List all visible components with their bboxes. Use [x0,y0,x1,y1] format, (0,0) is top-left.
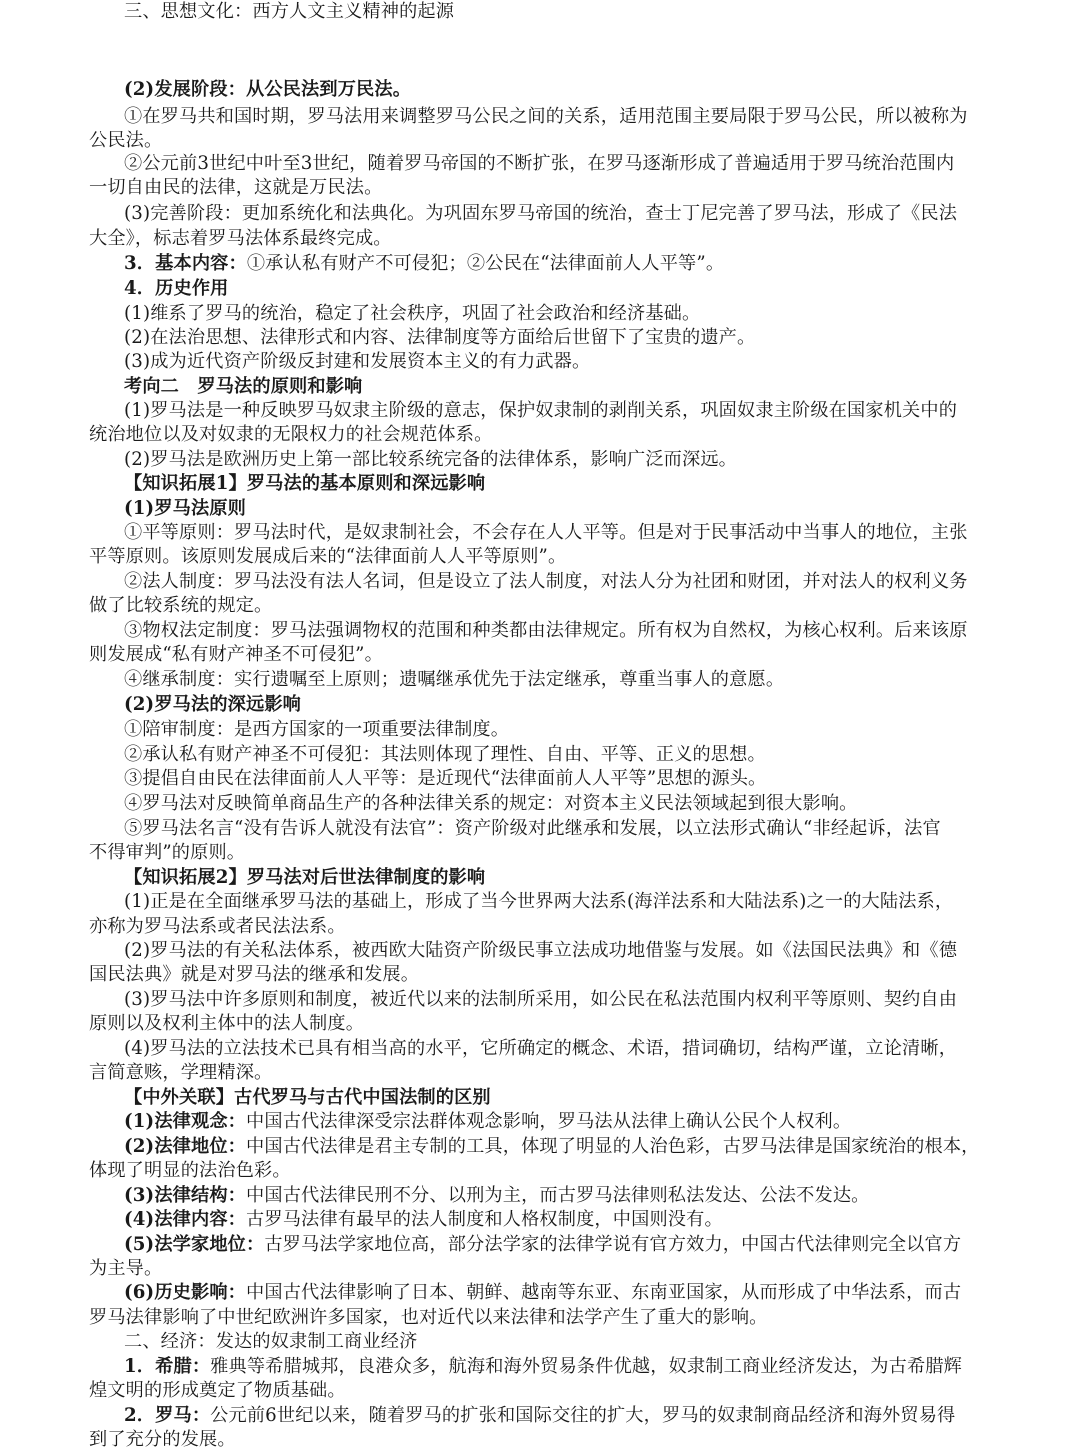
text-line: (2)在法治思想、法律形式和内容、法律制度等方面给后世留下了宝贵的遗产。 [124,327,756,348]
text-line: (3)成为近代资产阶级反封建和发展资本主义的有力武器。 [124,351,591,372]
text-line: 【中外关联】古代罗马与古代中国法制的区别 [124,1087,491,1108]
text-line [124,1184,999,1208]
text-line: (2)发展阶段：从公民法到万民法。 [124,79,412,100]
text-line: ②公元前3世纪中叶至3世纪，随着罗马帝国的不断扩张，在罗马逐渐形成了普遍适用于罗马统治范围内 [124,153,955,174]
text-line [124,1110,999,1134]
text-line [124,1355,999,1379]
line-rest: ①承认私有财产不可侵犯；②公民在“法律面前人人平等”。 [246,253,725,274]
text-line: 原则以及权利主体中的法人制度。 [89,1013,365,1034]
line-lead: (4)法律内容： [124,1209,247,1230]
text-line: (2)罗马法的有关私法体系，被西欧大陆资产阶级民事立法成功地借鉴与发展。如《法国民法典》和《德 [124,940,958,961]
text-line: ①平等原则：罗马法时代，是奴隶制社会，不会存在人人平等。但是对于民事活动中当事人的地位，主张 [124,522,968,543]
text-line [124,1233,999,1257]
text-line: ②承认私有财产神圣不可侵犯：其法则体现了理性、自由、平等、正义的思想。 [124,744,766,765]
text-line: (1)维系了罗马的统治，稳定了社会秩序，巩固了社会政治和经济基础。 [124,303,701,324]
text-line: ③物权法定制度：罗马法强调物权的范围和种类都由法律规定。所有权为自然权，为核心权利。后来该原 [124,620,968,641]
line-rest: 中国古代法律民刑不分、以刑为主，而古罗马法律则私法发达、公法不发达。 [246,1185,870,1206]
line-lead: (5)法学家地位： [124,1234,265,1255]
text-line [124,1404,999,1428]
text-line: 不得审判”的原则。 [89,842,246,863]
text-line: 一切自由民的法律，这就是万民法。 [89,177,383,198]
line-rest: 公元前6世纪以来，随着罗马的扩张和国际交往的扩大，罗马的奴隶制商品经济和海外贸易得 [210,1405,956,1426]
text-line: 做了比较系统的规定。 [89,595,273,616]
text-line: 则发展成“私有财产神圣不可侵犯”。 [89,644,383,665]
text-line: 二、经济：发达的奴隶制工商业经济 [124,1331,418,1352]
text-line: 亦称为罗马法系或者民法法系。 [89,916,346,937]
text-line: ①在罗马共和国时期，罗马法用来调整罗马公民之间的关系，适用范围主要局限于罗马公民，所以被称为 [124,106,968,127]
line-rest: 中国古代法律影响了日本、朝鲜、越南等东亚、东南亚国家，从而形成了中华法系，而古 [246,1282,962,1303]
line-lead: (3)法律结构： [124,1185,247,1206]
text-line: 罗马法律影响了中世纪欧洲许多国家，也对近代以来法律和法学产生了重大的影响。 [89,1307,768,1328]
text-line: 统治地位以及对奴隶的无限权力的社会规范体系。 [89,424,493,445]
line-rest: 古罗马法学家地位高，部分法学家的法律学说有官方效力，中国古代法律则完全以官方 [264,1234,962,1255]
text-line: ⑤罗马法名言“没有告诉人就没有法官”：资产阶级对此继承和发展，以立法形式确认“非经起诉，法官 [124,818,941,839]
text-line: 4．历史作用 [124,278,229,299]
line-lead: 3．基本内容： [124,253,247,274]
text-line: (1)罗马法原则 [124,498,247,519]
text-line [124,1208,999,1232]
text-line: (3)完善阶段：更加系统化和法典化。为巩固东罗马帝国的统治，查士丁尼完善了罗马法，形成了《民法 [124,203,958,224]
line-lead: (2)法律地位： [124,1136,247,1157]
text-line: ④继承制度：实行遗嘱至上原则；遗嘱继承优先于法定继承，尊重当事人的意愿。 [124,669,785,690]
line-rest: 中国古代法律深受宗法群体观念影响，罗马法从法律上确认公民个人权利。 [246,1111,852,1132]
text-line: (4)罗马法的立法技术已具有相当高的水平，它所确定的概念、术语，措词确切，结构严谨，立论清晰， [124,1038,958,1059]
text-line [124,1281,999,1305]
text-line: 煌文明的形成奠定了物质基础。 [89,1380,346,1401]
text-line: (1)正是在全面继承罗马法的基础上，形成了当今世界两大法系(海洋法系和大陆法系)之一的大陆法系， [124,891,954,912]
line-lead: 1．希腊： [124,1356,211,1377]
text-line: (2)罗马法是欧洲历史上第一部比较系统完备的法律体系，影响广泛而深远。 [124,449,738,470]
text-line: (3)罗马法中许多原则和制度，被近代以来的法制所采用，如公民在私法范围内权利平等原则、契约自由 [124,989,958,1010]
line-lead: (6)历史影响： [124,1282,247,1303]
text-line: 公民法。 [89,130,163,151]
text-line: 【知识拓展1】罗马法的基本原则和深远影响 [124,473,486,494]
line-rest: 古罗马法律有最早的法人制度和人格权制度，中国则没有。 [246,1209,723,1230]
text-line: 言简意赅，学理精深。 [89,1062,273,1083]
text-line: 体现了明显的法治色彩。 [89,1160,291,1181]
line-rest: 雅典等希腊城邦，良港众多，航海和海外贸易条件优越，奴隶制工商业经济发达，为古希腊辉 [210,1356,962,1377]
line-rest: 中国古代法律是君主专制的工具，体现了明显的人治色彩，古罗马法律是国家统治的根本， [246,1136,980,1157]
text-line: 到了充分的发展。 [89,1429,236,1450]
text-line: 国民法典》就是对罗马法的继承和发展。 [89,964,420,985]
text-line: 为主导。 [89,1258,163,1279]
text-line: 三、思想文化：西方人文主义精神的起源 [124,1,455,22]
text-line: ②法人制度：罗马法没有法人名词，但是设立了法人制度，对法人分为社团和财团，并对法人的权利义务 [124,571,968,592]
text-line: ③提倡自由民在法律面前人人平等：是近现代“法律面前人人平等”思想的源头。 [124,768,767,789]
text-line: (2)罗马法的深远影响 [124,694,302,715]
text-line [124,1135,999,1159]
text-line: ④罗马法对反映简单商品生产的各种法律关系的规定：对资本主义民法领域起到很大影响。 [124,793,858,814]
text-line: 大全》，标志着罗马法体系最终完成。 [89,228,392,249]
text-line: 考向二 罗马法的原则和影响 [124,376,363,397]
text-line: ①陪审制度：是西方国家的一项重要法律制度。 [124,719,510,740]
text-line: 平等原则。该原则发展成后来的“法律面前人人平等原则”。 [89,546,567,567]
text-line: (1)罗马法是一种反映罗马奴隶主阶级的意志，保护奴隶制的剥削关系，巩固奴隶主阶级在国家机关中的 [124,400,958,421]
text-line [124,252,999,276]
text-line: 【知识拓展2】罗马法对后世法律制度的影响 [124,867,486,888]
line-lead: 2．罗马： [124,1405,211,1426]
line-lead: (1)法律观念： [124,1111,247,1132]
